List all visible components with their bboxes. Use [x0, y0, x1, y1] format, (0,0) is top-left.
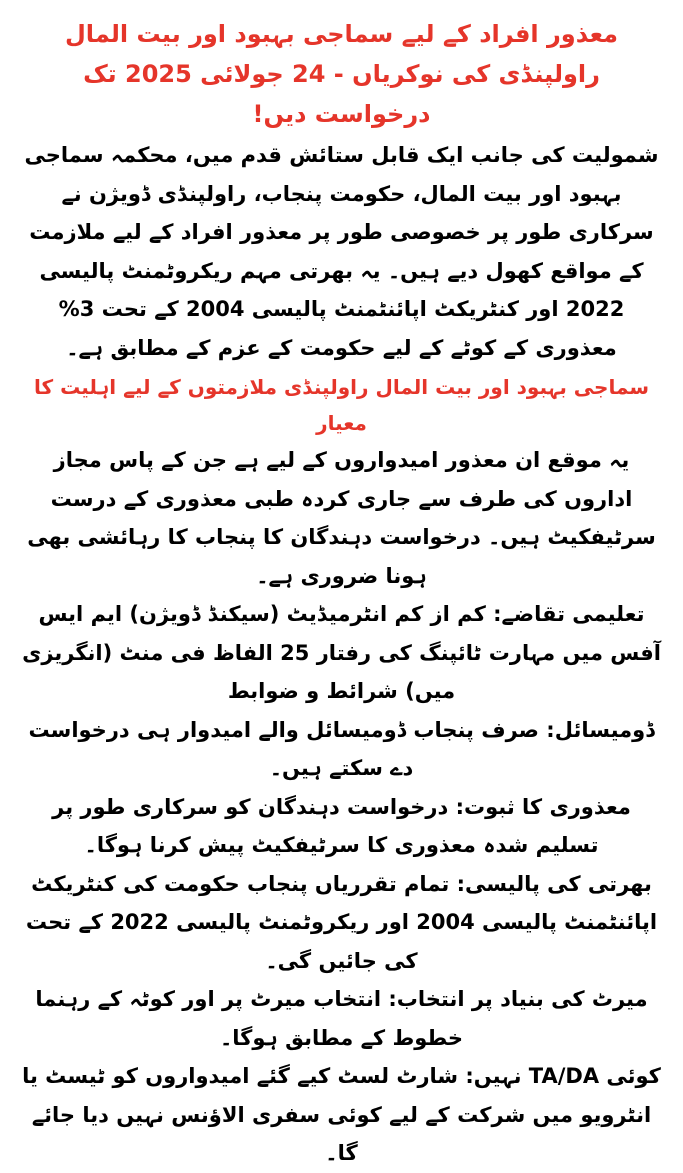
list-item-merit-selection [22, 980, 661, 1057]
eligibility-heading: سماجی بہبود اور بیت المال راولپنڈی ملازمتوں کے لیے اہلیت کا معیار [33, 375, 650, 435]
list-item-disability-proof [22, 788, 661, 865]
list-item-domicile [22, 711, 661, 788]
list-item-recruitment-policy [22, 865, 661, 981]
article-title: معذور افراد کے لیے سماجی بہبود اور بیت المال راولپنڈی کی نوکریاں - 24 جولائی 2025 تک درخواست دیں! [64, 20, 618, 128]
item-text: انتخاب میرٹ پر اور کوٹہ کے رہنما خطوط کے مطابق ہوگا۔ [35, 987, 464, 1050]
item-text: کم از کم انٹرمیڈیٹ (سیکنڈ ڈویژن) ایم ایس آفس میں مہارت ٹائپنگ کی رفتار 25 الفاظ فی منٹ (انگریزی میں) شرائط و ضوابط [22, 602, 661, 703]
item-text: شارٹ لسٹ کیے گئے امیدواروں کو ٹیسٹ یا انٹرویو میں شرکت کے لیے کوئی سفری الاؤنس نہیں دیا جائے گا۔ [22, 1064, 652, 1165]
item-text: صرف پنجاب ڈومیسائل والے امیدوار ہی درخواست دے سکتے ہیں۔ [28, 717, 539, 780]
intro-paragraph: شمولیت کی جانب ایک قابل ستائش قدم میں، محکمہ سماجی بہبود اور بیت المال، حکومت پنجاب، راولپنڈی ڈویژن نے سرکاری طور پر خصوصی طور پر معذور افراد کے لیے ملازمت کے مواقع کھول دیے ہیں۔ یہ بھرتی مہم ریکروٹمنٹ پالیسی 2022 اور کنٹریکٹ اپائنٹمنٹ پالیسی 2004 کے تحت 3% معذوری کے کوٹے کے لیے حکومت کے عزم کے مطابق ہے۔ [24, 143, 659, 360]
item-label: کوئی TA/DA نہیں: [465, 1064, 661, 1088]
item-label: معذوری کا ثبوت: [455, 794, 631, 819]
eligibility-intro-paragraph: یہ موقع ان معذور امیدواروں کے لیے ہے جن کے پاس مجاز اداروں کی طرف سے جاری کردہ طبی معذوری کے درست سرٹیفکیٹ ہیں۔ درخواست دہندگان کا پنجاب کا رہائشی بھی ہونا ضروری ہے۔ [27, 448, 656, 588]
item-text: تمام تقرریاں پنجاب حکومت کی کنٹریکٹ اپائنٹمنٹ پالیسی 2004 اور ریکروٹمنٹ پالیسی 2022 کے تحت کی جائیں گی۔ [25, 871, 658, 973]
list-item-no-ta-da [22, 1057, 661, 1173]
item-text: درخواست دہندگان کو سرکاری طور پر تسلیم شدہ معذوری کا سرٹیفکیٹ پیش کرنا ہوگا۔ [52, 794, 599, 857]
item-label: تعلیمی تقاضے: [493, 602, 645, 626]
list-item-education [22, 595, 661, 711]
item-label: میرٹ کی بنیاد پر انتخاب: [388, 987, 648, 1011]
item-label: ڈومیسائل: [546, 717, 655, 742]
item-label: بھرتی کی پالیسی: [456, 871, 652, 896]
